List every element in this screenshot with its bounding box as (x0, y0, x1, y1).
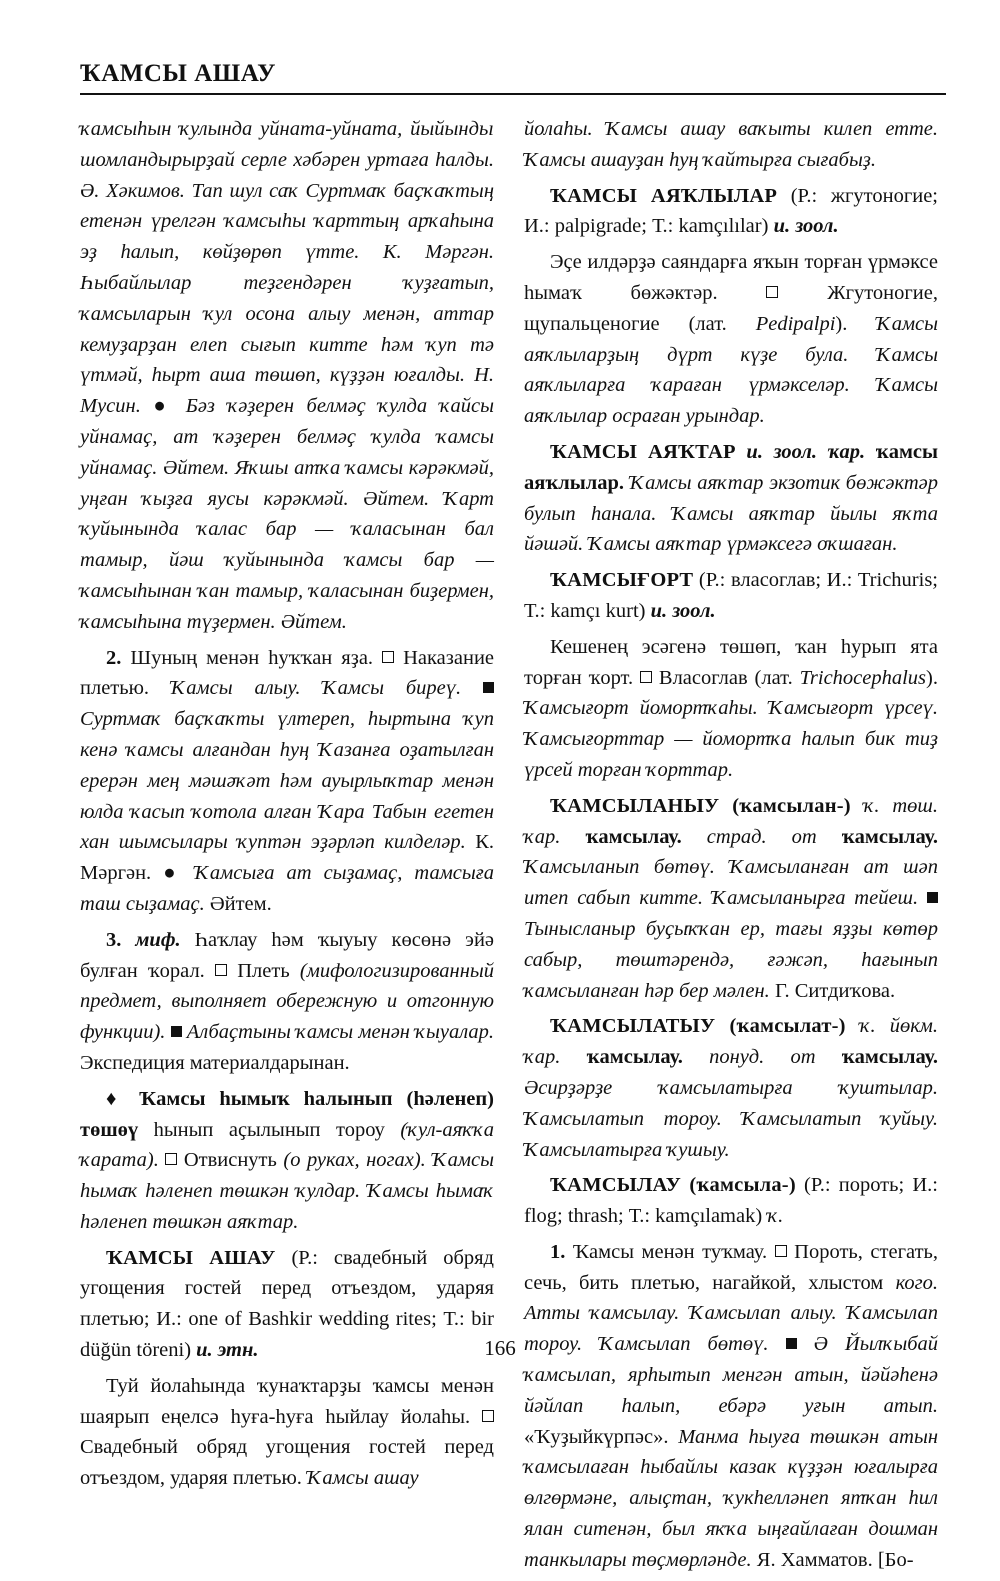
citation-text: ҡамсыһын ҡулында уйната-уйната, йыйындьı шомландырырҙай серле хәбәрен уртаға һалды. Ә. Хәкимов. Тап шул саҡ Суртмаҡ баҫҡаҡтың етенән үрелгән ҡамсыһы ҡарттың арҡаһына эҙ һалып, көйҙөрөп үтте. К. Мәргән. Һыбайлылар теҙгендәрен ҡуҙғатып, ҡамсыларын ҡул осона алыу менән, аттар кемуҙарҙан елеп сығып китте һәм ҡуп тә үтмәй, һырт аша төшөп, күҙҙән юғалды. Н. Мусин. ● Бәз ҡәҙерен белмәҫ ҡулда ҡайсы уйнамаҫ, ат ҡәҙерен белмәҫ ҡулда ҡамсы уйнамаҫ. Әйтем. Яҡшы атҡа ҡамсы кәрәкмәй, уңған ҡыҙға яусы кәрәкмәй. Әйтем. Ҡарт ҡуйынында ҡалас бар — ҡаласынан бал тамыр, йәш ҡуйынында ҡамсы бар — ҡамсыһынан ҡан тамыр, ҡаласынан биҙермен, ҡамсыһына түҙермен. Әйтем. (80, 118, 494, 633)
russian-translation: Пороть, стегать, сечь, бить плетью, нагайкой, хлыстом (524, 1240, 938, 1294)
square-marker-icon (775, 1245, 787, 1257)
entry-continuation (524, 114, 938, 176)
grammar-label: и. зоол. (650, 599, 716, 622)
entry-kamsylanyu (524, 791, 938, 1007)
russian-grammar-note: страд. от (706, 825, 817, 848)
russian-translation-end: ). (926, 666, 938, 689)
cross-reference: ҡамсылау. (841, 825, 939, 848)
square-marker-icon (215, 964, 227, 976)
domain-label: миф. (135, 928, 181, 951)
definition: Туй йолаһында ҡунаҡтарҙы ҡамсы менән шаярып еңелсә һуға-һуға һыйлау йолаһы. (80, 1374, 494, 1428)
square-marker-icon (640, 671, 652, 683)
russian-translation: Жгутоногие, щупальценогие (лат. (524, 281, 939, 335)
sense-definition: Шуның менән һуҡҡан яҙа. (130, 646, 374, 669)
equivalents: (Р.: свадебный обряд угощения гостей перед отъездом, ударяя плетью; И.: one of Bashkir wedding rites; Т.: bir düğün töreni) (80, 1246, 494, 1362)
equivalents: (Р.: власоглав; И.: Trichuris; Т.: kamçı kurt) (524, 569, 939, 622)
usage-examples: Ҡамсы һымаҡ һәленеп төшкән ҡулдар. Ҡамсы һымаҡ һәленеп төшкән аяҡтар. (80, 1149, 494, 1233)
cross-reference: ҡамсылау. (585, 825, 682, 848)
latin-term: Pedipalpi (755, 312, 836, 335)
headword: ҠАМСЫЛАУ (ҡамсыла-) (550, 1174, 796, 1197)
latin-term: Trichocephalus (799, 666, 927, 689)
filled-square-marker-icon (927, 892, 938, 903)
grammar-label: и. зоол. (773, 215, 839, 238)
proverb-text: Ҡамсыға ат сыҙамаҫ, тамсыға таш сыҙамаҫ. (80, 862, 495, 915)
citation-text: Манма һыуға төшкән атын ҡамсылаған һыбайлы казак күҙҙән юғалырға өлгөрмәне, алыҫтан, ҡукһелләнеп ятҡан һил ялан ситенән, был яҡҡа ыңғайлаған дошман танкылары төҫмөрләнде. (524, 1425, 939, 1571)
sense-number: 2. (106, 646, 122, 669)
citation-text: Ә Йылҡыбай ҡамсылап, ярһытып менгән атын, йәйәһенә йәйлап һалып, ебәрә уғын атып. (524, 1333, 939, 1417)
idiom (80, 1084, 494, 1238)
filled-square-marker-icon (171, 1026, 182, 1037)
entry-continuation (80, 114, 494, 638)
citation-source: Я. Хамматов. [Бо- (756, 1548, 914, 1571)
citation-source: Г. Ситдиҡова. (774, 979, 896, 1002)
grammar-label: и. зоол. ҡар. (746, 440, 866, 463)
headword: ҠАМСЫ АЯҠЛЫЛАР (550, 184, 778, 207)
idiom-definition: һынып аҫылынып тороу (153, 1118, 385, 1141)
bullet-icon: ● (163, 862, 183, 885)
russian-translation: Отвиснуть (183, 1149, 277, 1172)
equivalents: (Р.: жгутоногие; И.: palpigrade; Т.: kamçılılar) (524, 184, 938, 238)
entry-definition (524, 247, 938, 432)
usage-examples: Ҡамсы аяҡтар экзотик бөжәктәр булып һанала. Ҡамсы аяҡтар йылы яҡта йәшәй. Ҡамсы аяҡтар үрмәксегә оҡшаған. (524, 471, 938, 556)
cross-reference: ҡамсылау. (586, 1046, 683, 1069)
cross-reference: ҡамсылау. (841, 1046, 939, 1069)
idiom-headword: ♦ Ҡамсы һымыҡ һалынып (һәленеп) төшөү (80, 1087, 494, 1141)
russian-note: (мифологизированный предмет, выполняет обережную и отгонную функции). (80, 959, 495, 1044)
sense-3 (80, 925, 494, 1079)
citation-source: Әйтем. (209, 892, 272, 915)
square-marker-icon (165, 1153, 177, 1165)
usage-examples: Ҡамсыланып бөтөү. Ҡамсыланған ат шәп итеп сабып китте. Ҡамсыланырға тейеш. (524, 856, 938, 910)
definition: Эҫе илдәрҙә саяндарға яҡын торған үрмәксе һымаҡ бөжәктәр. (524, 251, 938, 304)
square-marker-icon (382, 651, 394, 663)
entry-kamsylatyu (524, 1011, 938, 1165)
russian-translation: Наказание плетью. (80, 646, 495, 700)
usage-example: Албаҫтыны ҡамсы менән ҡыуалар. (186, 1021, 495, 1044)
entry-kamsy-ayaklylar (524, 181, 938, 243)
citation-text: Тынысланыр буҫыҡҡан ер, тағы яҙҙы көтөр сабыр, төштәрендә, ғәжәп, һағынып ҡамсыланған һәр бер мәлен. (524, 917, 938, 1002)
russian-translation: Свадебный обряд угощения гостей перед отъездом, ударяя плетью. (80, 1436, 494, 1490)
headword: ҠАМСЫЛАНЫУ (ҡамсылан-) (550, 794, 851, 817)
entry-definition (80, 1371, 494, 1494)
citation-source: Экспедиция материалдарынан. (80, 1051, 350, 1074)
usage-examples: Ҡамсы алыу. Ҡамсы биреү. (170, 677, 462, 700)
filled-square-marker-icon (483, 682, 494, 693)
citation-source: К. Мәргән. (80, 831, 494, 885)
entry-definition (524, 632, 938, 786)
entry-kamsygort (524, 565, 938, 627)
sense-1 (524, 1237, 938, 1576)
usage-example: Ҡамсы ашау (307, 1467, 419, 1490)
russian-grammar-note: понуд. от (709, 1046, 816, 1069)
cross-reference: ҡамсы аяҡлылар. (524, 440, 939, 494)
headword: ҠАМСЫ АШАУ (106, 1246, 276, 1269)
grammar-label: ҡ. (767, 1205, 784, 1228)
russian-note: (о руках, ногах). (283, 1149, 426, 1172)
sense-definition: Ҡамсы менән туҡмау. (572, 1240, 768, 1263)
russian-translation-end: ). (835, 312, 848, 335)
sense-definition: Һаҡлау һәм ҡыуыу көсөнә эйә булған ҡорал. (80, 928, 495, 982)
headword: ҠАМСЫ АЯҠТАР (550, 440, 736, 463)
entry-kamsylau (524, 1170, 938, 1232)
running-head: ҠАМСЫ АШАУ (80, 60, 276, 87)
page-number: 166 (484, 1336, 516, 1360)
left-column (80, 114, 494, 1499)
definition: Кешенең эсәгенә төшөп, ҡан һурып ята торған ҡорт. (524, 635, 938, 689)
header-rule (80, 93, 946, 95)
usage-label: (ҡул-аяҡҡа ҡарата). (80, 1118, 495, 1172)
sense-number: 1. (550, 1240, 566, 1263)
square-marker-icon (766, 286, 778, 298)
russian-translation: Власоглав (лат. (658, 666, 793, 689)
usage-examples: Атты ҡамсылау. Ҡамсылап алыу. Ҡамсылап тороу. Ҡамсылап бөтөү. (524, 1302, 938, 1356)
usage-examples: йолаһы. Ҡамсы ашау ваҡыты килеп етте. Ҡамсы ашауҙан һуң ҡайтырға сығабыҙ. (524, 118, 938, 171)
grammar-label: ҡ. йөкм. ҡар. (524, 1015, 938, 1069)
headword: ҠАМСЫҒОРТ (550, 569, 694, 592)
usage-examples: Ҡамсығорт йомортҡаһы. Ҡамсығорт үрсеү. Ҡамсығорттар — йомортҡа һалып бик тиҙ үрсей торған ҡорттар. (524, 697, 938, 781)
usage-examples: Әсирҙәрҙе ҡамсылатырға ҡуштылар. Ҡамсылатып тороу. Ҡамсылатып ҡуйыу. Ҡамсылатырға ҡушыу. (524, 1076, 938, 1161)
square-marker-icon (482, 1410, 494, 1422)
grammar-label: и. этн. (196, 1339, 259, 1362)
equivalents: (Р.: пороть; И.: flog; thrash; Т.: kamçılamak) (524, 1174, 938, 1228)
citation-text: Суртмаҡ баҫҡаҡты үлтереп, һыртына ҡуп кенә ҡамсы алғандан һуң Ҡазанға оҙатылған ерерән мең мәшәҡәт һәм ауырлыҡтар менән юлда ҡасып ҡотола алған Ҡара Табын егетен хан шымсылары ҡуптән эҙәрләп килделәр. (80, 708, 494, 854)
russian-translation: Плеть (237, 959, 290, 982)
entry-kamsy-ayaktar (524, 437, 938, 560)
sense-number: 3. (106, 928, 122, 951)
grammar-label: ҡ. төш. ҡар. (524, 794, 938, 848)
citation-source: «Ҡуҙыйкүрпәс». (524, 1425, 669, 1448)
russian-note: кого. (895, 1271, 938, 1294)
sense-2 (80, 643, 494, 920)
headword: ҠАМСЫЛАТЫУ (ҡамсылат-) (550, 1015, 846, 1038)
usage-examples: Ҡамсы аяҡлыларҙың дүрт күҙе була. Ҡамсы аяҡлыларға ҡараған үрмәкселәр. Ҡамсы аяҡлылар осраған урындар. (524, 312, 939, 428)
